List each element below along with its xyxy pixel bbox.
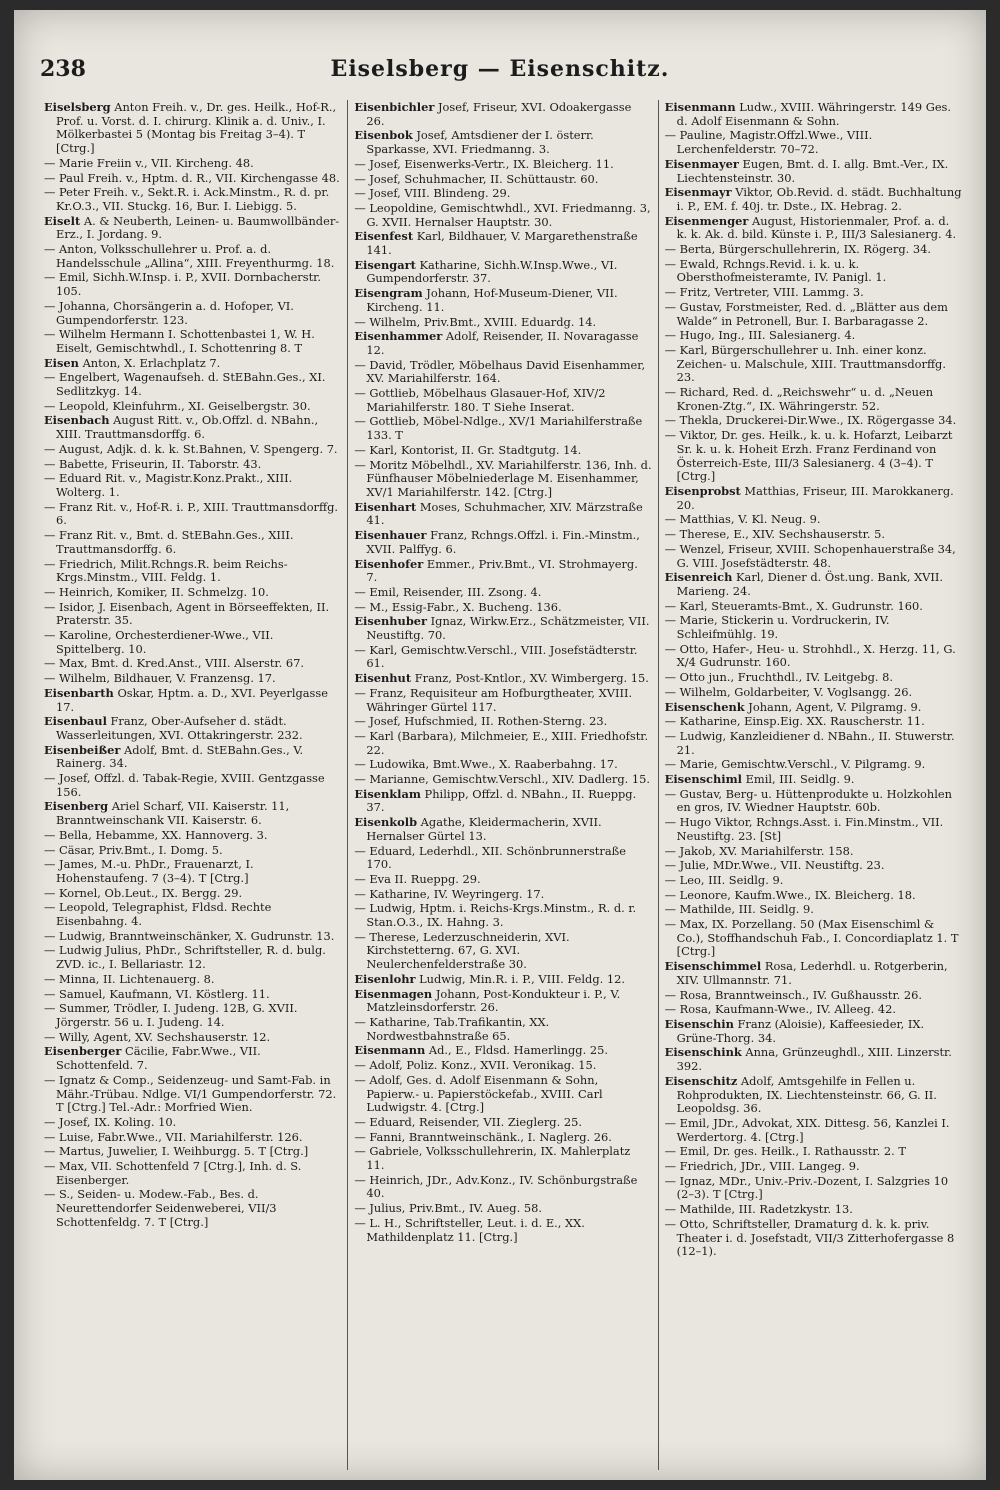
- directory-entry: — Josef, VIII. Blindeng. 29.: [354, 186, 511, 201]
- surname-heading: Eisenmann: [354, 1043, 426, 1058]
- surname-entry: Eisenbeißer Adolf, Bmt. d. StEBahn.Ges., V. Rainerg. 34.: [44, 742, 304, 771]
- surname-entry: Eisenhut Franz, Post-Kntlor., XV. Wimbergerg. 15.: [354, 671, 649, 686]
- surname-entry: Eisenmann Ludw., XVIII. Währingerstr. 149 Ges. d. Adolf Eisenmann & Sohn.: [664, 100, 952, 128]
- surname-entry: Eisengart Katharine, Sichh.W.Insp.Wwe., VI. Gumpendorferstr. 37.: [354, 257, 618, 286]
- directory-entry: — Emil, Reisender, III. Zsong. 4.: [354, 584, 542, 599]
- directory-entry: — Marie, Gemischtw.Verschl., V. Pilgramg. 9.: [664, 757, 926, 772]
- surname-heading: Eiselsberg: [44, 100, 111, 114]
- surname-heading: Eisenhuber: [354, 614, 428, 629]
- directory-entry: — M., Essig-Fabr., X. Bucheng. 136.: [354, 599, 562, 614]
- directory-entry: — Willy, Agent, XV. Sechshauserstr. 12.: [44, 1029, 271, 1044]
- directory-entry: — Emil, Sichh.W.Insp. i. P., XVII. Dornbacherstr. 105.: [44, 270, 321, 299]
- directory-entry: — Katharine, IV. Weyringerg. 17.: [354, 886, 545, 901]
- column-middle: [347, 100, 657, 1470]
- directory-entry: — Rosa, Kaufmann-Wwe., IV. Alleeg. 42.: [664, 1002, 896, 1017]
- directory-entry: — Otto, Hafer-, Heu- u. Strohhdl., X. Herzg. 11, G. X/4 Gudrunstr. 160.: [664, 641, 956, 670]
- directory-entry: — Katharine, Einsp.Eig. XX. Rauscherstr. 11.: [664, 714, 925, 729]
- directory-entry: — Gottlieb, Möbelhaus Glasauer-Hof, XIV/2 Mariahilferstr. 180. T Siehe Inserat.: [354, 386, 606, 414]
- directory-entry: — Ewald, Rchngs.Revid. i. k. u. k. Obersthofmeisteramte, IV. Panigl. 1.: [664, 256, 887, 285]
- directory-entry: — Mathilde, III. Seidlg. 9.: [664, 902, 814, 917]
- surname-entry: Eisenmayr Viktor, Ob.Revid. d. städt. Buchhaltung i. P., EM. f. 40j. tr. Dste., IX. Hebrag. 2.: [664, 185, 962, 213]
- surname-heading: Eisenschink: [664, 1045, 742, 1060]
- directory-entry: — Fritz, Vertreter, VIII. Lammg. 3.: [664, 285, 864, 300]
- directory-entry: — Max, IX. Porzellang. 50 (Max Eisenschiml & Co.), Stoffhandschuh Fab., I. Concordiaplatz 1. T [Ctrg.]: [664, 917, 959, 959]
- surname-heading: Eisenschiml: [664, 772, 742, 787]
- surname-heading: Eisengram: [354, 286, 423, 301]
- directory-entry: — Fanni, Branntweinschänk., I. Naglerg. 26.: [354, 1129, 612, 1144]
- surname-heading: Eisenbaul: [44, 714, 107, 729]
- directory-entry: — David, Trödler, Möbelhaus David Eisenhammer, XV. Mariahilferstr. 164.: [354, 357, 646, 386]
- surname-heading: Eisenbarth: [44, 685, 114, 700]
- surname-heading: Eisenbeißer: [44, 742, 121, 757]
- surname-heading: Eisen: [44, 355, 79, 370]
- surname-entry: Eiselt A. & Neuberth, Leinen- u. Baumwollbänder-Erz., I. Jordang. 9.: [44, 213, 340, 242]
- directory-entry: — Karl, Bürgerschullehrer u. Inh. einer konz. Zeichen- u. Malschule, XIII. Trauttmansdorffg. 23.: [664, 342, 946, 385]
- surname-heading: Eisenmagen: [354, 986, 433, 1001]
- surname-entry: Eisenbichler Josef, Friseur, XVI. Odoakergasse 26.: [354, 100, 632, 128]
- directory-entry: — Gottlieb, Möbel-Ndlge., XV/1 Mariahilferstraße 133. T: [354, 414, 643, 443]
- directory-entry: — Wilhelm, Goldarbeiter, V. Voglsangg. 26.: [664, 684, 913, 699]
- directory-entry: — Eduard, Reisender, VII. Zieglerg. 25.: [354, 1114, 582, 1129]
- surname-entry: Eisenbarth Oskar, Hptm. a. D., XVI. Peyerlgasse 17.: [44, 685, 328, 714]
- directory-entry: — Mathilde, III. Radetzkystr. 13.: [664, 1202, 853, 1217]
- directory-entry: — Leonore, Kaufm.Wwe., IX. Bleicherg. 18.: [664, 887, 916, 902]
- directory-entry: — Julius, Priv.Bmt., IV. Aueg. 58.: [354, 1201, 542, 1216]
- surname-entry: Eisenbach August Ritt. v., Ob.Offzl. d. NBahn., XIII. Trauttmansdorffg. 6.: [44, 413, 319, 442]
- surname-heading: Eisenmayer: [664, 156, 739, 171]
- surname-heading: Eisenschimmel: [664, 959, 762, 974]
- surname-heading: Eisenbok: [354, 128, 413, 143]
- surname-heading: Eisenhofer: [354, 556, 424, 571]
- directory-entry: — Martus, Juwelier, I. Weihburgg. 5. T [Ctrg.]: [44, 1144, 309, 1159]
- surname-entry: Eisenbaul Franz, Ober-Aufseher d. städt. Wasserleitungen, XVI. Ottakringerstr. 232.: [44, 714, 303, 742]
- directory-entry: — Therese, E., XIV. Sechshauserstr. 5.: [664, 527, 885, 542]
- surname-heading: Eisenreich: [664, 570, 733, 585]
- directory-entry: — Luise, Fabr.Wwe., VII. Mariahilferstr. 126.: [44, 1129, 303, 1144]
- surname-entry: Eisenberg Ariel Scharf, VII. Kaiserstr. 11, Branntweinschank VII. Kaiserstr. 6.: [44, 799, 290, 828]
- directory-page: [14, 10, 986, 1480]
- directory-entry: — Emil, Dr. ges. Heilk., I. Rathausstr. 2. T: [664, 1144, 906, 1159]
- directory-entry: — Eva II. Rueppg. 29.: [354, 871, 481, 886]
- directory-entry: — Moritz Möbelhdl., XV. Mariahilferstr. 136, Inh. d. Fünfhauser Möbelniederlage M. Eisenhammer, XV/1 Mariahilferstr. 142. [Ctrg.]: [354, 457, 652, 499]
- directory-entry: — Josef, Offzl. d. Tabak-Regie, XVIII. Gentzgasse 156.: [44, 771, 325, 799]
- directory-entry: — Jakob, XV. Mariahilferstr. 158.: [664, 843, 854, 858]
- surname-heading: Eisenschitz: [664, 1073, 738, 1088]
- directory-entry: — Josef, Schuhmacher, II. Schüttaustr. 60.: [354, 171, 599, 186]
- directory-entry: — Emil, JDr., Advokat, XIX. Dittesg. 56, Kanzlei I. Werdertorg. 4. [Ctrg.]: [664, 1115, 950, 1144]
- surname-entry: Eisenschenk Johann, Agent, V. Pilgramg. 9.: [664, 699, 922, 714]
- directory-entry: — S., Seiden- u. Modew.-Fab., Bes. d. Neurettendorfer Seidenweberei, VII/3 Schottenfeldg. 7. T [Ctrg.]: [44, 1187, 277, 1229]
- surname-heading: Eisenmann: [664, 100, 736, 114]
- surname-heading: Eisenprobst: [664, 483, 741, 498]
- directory-entry: — Karl, Kontorist, II. Gr. Stadtgutg. 14.: [354, 442, 582, 457]
- directory-entry: — Isidor, J. Eisenbach, Agent in Börseeffekten, II. Praterstr. 35.: [44, 599, 330, 628]
- surname-entry: Eisenhart Moses, Schuhmacher, XIV. Märzstraße 41.: [354, 499, 643, 528]
- surname-heading: Eiselt: [44, 213, 81, 228]
- directory-entry: — Rosa, Branntweinsch., IV. Gußhausstr. 26.: [664, 987, 923, 1002]
- directory-entry: — Franz Rit. v., Bmt. d. StEBahn.Ges., XIII. Trauttmansdorffg. 6.: [44, 528, 294, 556]
- directory-entry: — Wilhelm, Priv.Bmt., XVIII. Eduardg. 14.: [354, 314, 597, 329]
- surname-entry: Eisenklam Philipp, Offzl. d. NBahn., II. Rueppg. 37.: [354, 786, 637, 815]
- surname-entry: Eisenmenger August, Historienmaler, Prof. a. d. k. k. Ak. d. bild. Künste i. P., III/3 Salesianerg. 4.: [664, 213, 957, 242]
- surname-heading: Eisenschin: [664, 1017, 734, 1031]
- surname-entry: Eisen Anton, X. Erlachplatz 7.: [44, 355, 221, 370]
- directory-entry: — August, Adjk. d. k. k. St.Bahnen, V. Spengerg. 7.: [44, 441, 338, 456]
- surname-heading: Eisenschenk: [664, 699, 745, 714]
- surname-heading: Eisenberger: [44, 1044, 122, 1059]
- directory-entry: — Friedrich, JDr., VIII. Langeg. 9.: [664, 1159, 860, 1174]
- directory-entry: — Josef, IX. Koling. 10.: [44, 1114, 177, 1129]
- directory-entry: — Cäsar, Priv.Bmt., I. Domg. 5.: [44, 842, 223, 857]
- directory-entry: — Otto, Schriftsteller, Dramaturg d. k. k. priv. Theater i. d. Josefstadt, VII/3 Zitterhofergasse 8 (12–1).: [664, 1216, 955, 1259]
- directory-entry: — Babette, Friseurin, II. Taborstr. 43.: [44, 456, 262, 471]
- surname-entry: Eisenhuber Ignaz, Wirkw.Erz., Schätzmeister, VII. Neustiftg. 70.: [354, 614, 650, 643]
- surname-heading: Eisenfest: [354, 229, 414, 244]
- column-right: [658, 100, 968, 1470]
- directory-entry: — Ludowika, Bmt.Wwe., X. Raaberbahng. 17.: [354, 757, 618, 772]
- surname-heading: Eisengart: [354, 257, 416, 272]
- directory-entry: — Adolf, Ges. d. Adolf Eisenmann & Sohn, Papierw.- u. Papierstöckefab., XVIII. Carl Ludwigstr. 4. [Ctrg.]: [354, 1072, 603, 1115]
- surname-heading: Eisenkolb: [354, 815, 418, 830]
- directory-entry: — Summer, Trödler, I. Judeng. 12B, G. XVII. Jörgerstr. 56 u. I. Judeng. 14.: [44, 1001, 298, 1029]
- surname-entry: Eisenreich Karl, Diener d. Öst.ung. Bank, XVII. Marieng. 24.: [664, 570, 944, 598]
- page-number: 238: [40, 56, 86, 82]
- surname-entry: Eiselsberg Anton Freih. v., Dr. ges. Heilk., Hof-R., Prof. u. Vorst. d. I. chirurg. Klinik a. d. Univ., I. Mölkerbastei 5 (Montag bis Freitag 3–4). T [Ctrg.]: [44, 100, 337, 156]
- surname-heading: Eisenbichler: [354, 100, 435, 114]
- directory-entry: — Wenzel, Friseur, XVIII. Schopenhauerstraße 34, G. VIII. Josefstädterstr. 48.: [664, 541, 956, 570]
- directory-entry: — Hugo, Ing., III. Salesianerg. 4.: [664, 328, 856, 343]
- directory-columns: [38, 100, 968, 1470]
- surname-heading: Eisenhut: [354, 671, 412, 686]
- directory-entry: — Adolf, Poliz. Konz., XVII. Veronikag. 15.: [354, 1058, 597, 1073]
- surname-heading: Eisenhauer: [354, 528, 427, 543]
- directory-entry: — Matthias, V. Kl. Neug. 9.: [664, 512, 821, 527]
- directory-entry: — Marianne, Gemischtw.Verschl., XIV. Dadlerg. 15.: [354, 772, 650, 787]
- surname-entry: Eisenkolb Agathe, Kleidermacherin, XVII. Hernalser Gürtel 13.: [354, 815, 602, 843]
- directory-entry: — Max, Bmt. d. Kred.Anst., VIII. Alserstr. 67.: [44, 656, 304, 671]
- surname-entry: Eisenschin Franz (Aloisie), Kaffeesieder, IX. Grüne-Thorg. 34.: [664, 1017, 925, 1045]
- surname-heading: Eisenlohr: [354, 971, 416, 986]
- page-header: [14, 56, 986, 96]
- directory-entry: — Samuel, Kaufmann, VI. Köstlerg. 11.: [44, 986, 270, 1001]
- directory-entry: — Wilhelm, Bildhauer, V. Franzensg. 17.: [44, 671, 276, 686]
- surname-entry: Eisenschink Anna, Grünzeughdl., XIII. Linzerstr. 392.: [664, 1045, 952, 1074]
- surname-entry: Eisenfest Karl, Bildhauer, V. Margarethenstraße 141.: [354, 229, 638, 258]
- surname-heading: Eisenmayr: [664, 185, 732, 200]
- directory-entry: — Eduard, Lederhdl., XII. Schönbrunnerstraße 170.: [354, 843, 626, 872]
- running-head: Eiselsberg — Eisenschitz.: [330, 56, 670, 82]
- directory-entry: — Anton, Volksschullehrer u. Prof. a. d. Handelsschule „Allina“, XIII. Freyenthurmg. 18.: [44, 242, 335, 270]
- directory-entry: — Johanna, Chorsängerin a. d. Hofoper, VI. Gumpendorferstr. 123.: [44, 298, 294, 327]
- directory-entry: — Ludwig, Kanzleidiener d. NBahn., II. Stuwerstr. 21.: [664, 728, 955, 757]
- directory-entry: — Katharine, Tab.Trafikantin, XX. Nordwestbahnstraße 65.: [354, 1015, 550, 1043]
- directory-entry: — Ignatz & Comp., Seidenzeug- und Samt-Fab. in Mähr.-Trübau. Ndlge. VI/1 Gumpendorferstr. 72. T [Ctrg.] Tel.-Adr.: Morfried Wien.: [44, 1072, 337, 1115]
- directory-entry: — Leopoldine, Gemischtwhdl., XVI. Friedmanng. 3, G. XVII. Hernalser Hauptstr. 30.: [354, 200, 651, 229]
- surname-entry: Eisenhammer Adolf, Reisender, II. Novaragasse 12.: [354, 329, 639, 357]
- directory-entry: — Franz, Requisiteur am Hofburgtheater, XVIII. Währinger Gürtel 117.: [354, 685, 633, 714]
- directory-entry: — Karoline, Orchesterdiener-Wwe., VII. Spittelberg. 10.: [44, 628, 274, 656]
- directory-entry: — L. H., Schriftsteller, Leut. i. d. E., XX. Mathildenplatz 11. [Ctrg.]: [354, 1215, 585, 1244]
- surname-heading: Eisenhammer: [354, 329, 443, 344]
- directory-entry: — Minna, II. Lichtenauerg. 8.: [44, 971, 215, 986]
- directory-entry: — Berta, Bürgerschullehrerin, IX. Rögerg. 34.: [664, 242, 931, 257]
- directory-entry: — Thekla, Druckerei-Dir.Wwe., IX. Rögergasse 34.: [664, 413, 957, 428]
- directory-entry: — Wilhelm Hermann I. Schottenbastei 1, W. H. Eiselt, Gemischtwhdl., I. Schottenring 8. T: [44, 327, 315, 355]
- directory-entry: — Gustav, Berg- u. Hüttenprodukte u. Holzkohlen en gros, IV. Wiedner Hauptstr. 60b.: [664, 786, 952, 815]
- directory-entry: — Bella, Hebamme, XX. Hannoverg. 3.: [44, 827, 268, 842]
- directory-entry: — Richard, Red. d. „Reichswehr“ u. d. „Neuen Kronen-Ztg.“, IX. Währingerstr. 52.: [664, 385, 934, 413]
- directory-entry: — Karl (Barbara), Milchmeier, E., XIII. Friedhofstr. 22.: [354, 728, 649, 757]
- directory-entry: — Hugo Viktor, Rchngs.Asst. i. Fin.Minstm., VII. Neustiftg. 23. [St]: [664, 815, 944, 843]
- surname-heading: Eisenbach: [44, 413, 110, 428]
- surname-entry: Eisenschiml Emil, III. Seidlg. 9.: [664, 772, 855, 787]
- directory-entry: — Gabriele, Volksschullehrerin, IX. Mahlerplatz 11.: [354, 1144, 631, 1173]
- directory-entry: — Josef, Hufschmied, II. Rothen-Sterng. 23.: [354, 714, 608, 729]
- surname-entry: Eisenbok Josef, Amtsdiener der I. österr. Sparkasse, XVI. Friedmanng. 3.: [354, 128, 594, 157]
- directory-entry: — Paul Freih. v., Hptm. d. R., VII. Kirchengasse 48.: [44, 170, 340, 185]
- directory-entry: — Eduard Rit. v., Magistr.Konz.Prakt., XIII. Wolterg. 1.: [44, 471, 293, 499]
- directory-entry: — Leopold, Telegraphist, Fldsd. Rechte Eisenbahng. 4.: [44, 900, 272, 929]
- directory-entry: — Otto jun., Fruchthdl., IV. Leitgebg. 8.: [664, 670, 894, 685]
- directory-entry: — Peter Freih. v., Sekt.R. i. Ack.Minstm., R. d. pr. Kr.O.3., VII. Stuckg. 16, Bur. I. Liebigg. 5.: [44, 185, 330, 213]
- directory-entry: — Franz Rit. v., Hof-R. i. P., XIII. Trauttmansdorffg. 6.: [44, 499, 339, 528]
- surname-entry: Eisengram Johann, Hof-Museum-Diener, VII. Kircheng. 11.: [354, 286, 618, 314]
- directory-entry: — Marie Freiin v., VII. Kircheng. 48.: [44, 155, 254, 170]
- directory-entry: — James, M.-u. PhDr., Frauenarzt, I. Hohenstaufeng. 7 (3–4). T [Ctrg.]: [44, 857, 254, 885]
- surname-entry: Eisenberger Cäcilie, Fabr.Wwe., VII. Schottenfeld. 7.: [44, 1044, 261, 1073]
- surname-heading: Eisenmenger: [664, 213, 749, 228]
- surname-heading: Eisenberg: [44, 799, 109, 814]
- surname-entry: Eisenmann Ad., E., Fldsd. Hamerlingg. 25.: [354, 1043, 608, 1058]
- directory-entry: — Marie, Stickerin u. Vordruckerin, IV. Schleifmühlg. 19.: [664, 613, 890, 642]
- directory-entry: — Therese, Lederzuschneiderin, XVI. Kirchstetterng. 67, G. XVI. Neulerchenfelderstraße 30.: [354, 929, 570, 972]
- surname-entry: Eisenschimmel Rosa, Lederhdl. u. Rotgerberin, XIV. Ullmannstr. 71.: [664, 959, 948, 987]
- surname-entry: Eisenlohr Ludwig, Min.R. i. P., VIII. Feldg. 12.: [354, 971, 625, 986]
- directory-entry: — Leo, III. Seidlg. 9.: [664, 872, 784, 887]
- directory-entry: — Ignaz, MDr., Univ.-Priv.-Dozent, I. Salzgries 10 (2–3). T [Ctrg.]: [664, 1173, 949, 1202]
- directory-entry: — Heinrich, Komiker, II. Schmelzg. 10.: [44, 584, 269, 599]
- directory-entry: — Ludwig, Hptm. i. Reichs-Krgs.Minstm., R. d. r. Stan.O.3., IX. Hahng. 3.: [354, 901, 637, 930]
- surname-entry: Eisenmayer Eugen, Bmt. d. I. allg. Bmt.-Ver., IX. Liechtensteinstr. 30.: [664, 156, 949, 185]
- directory-entry: — Ludwig, Branntweinschänker, X. Gudrunstr. 13.: [44, 928, 335, 943]
- directory-entry: — Leopold, Kleinfuhrm., XI. Geiselbergstr. 30.: [44, 398, 311, 413]
- surname-entry: Eisenmagen Johann, Post-Kondukteur i. P., V. Matzleinsdorferstr. 26.: [354, 986, 621, 1015]
- directory-entry: — Viktor, Dr. ges. Heilk., k. u. k. Hofarzt, Leibarzt Sr. k. u. k. Hoheit Erzh. Franz Ferdinand von Österreich-Este, III/3 Salesianerg. 4 (3–4). T [Ctrg.]: [664, 428, 953, 484]
- directory-entry: — Kornel, Ob.Leut., IX. Bergg. 29.: [44, 885, 243, 900]
- surname-heading: Eisenhart: [354, 499, 417, 514]
- surname-entry: Eisenhauer Franz, Rchngs.Offzl. i. Fin.-Minstm., XVII. Palffyg. 6.: [354, 528, 640, 556]
- directory-entry: — Engelbert, Wagenaufseh. d. StEBahn.Ges., XI. Sedlitzkyg. 14.: [44, 370, 326, 399]
- surname-entry: Eisenschitz Adolf, Amtsgehilfe in Fellen u. Rohprodukten, IX. Liechtensteinstr. 66, G. II. Leopoldsg. 36.: [664, 1073, 937, 1116]
- directory-entry: — Max, VII. Schottenfeld 7 [Ctrg.], Inh. d. S. Eisenberger.: [44, 1159, 302, 1187]
- directory-entry: — Pauline, Magistr.Offzl.Wwe., VIII. Lerchenfelderstr. 70–72.: [664, 128, 873, 157]
- surname-entry: Eisenprobst Matthias, Friseur, III. Marokkanerg. 20.: [664, 483, 954, 512]
- surname-entry: Eisenhofer Emmer., Priv.Bmt., VI. Strohmayerg. 7.: [354, 556, 638, 585]
- directory-entry: — Karl, Gemischtw.Verschl., VIII. Josefstädterstr. 61.: [354, 642, 638, 671]
- column-left: [38, 100, 347, 1470]
- surname-heading: Eisenklam: [354, 786, 421, 801]
- directory-entry: — Heinrich, JDr., Adv.Konz., IV. Schönburgstraße 40.: [354, 1172, 638, 1201]
- directory-entry: — Friedrich, Milit.Rchngs.R. beim Reichs-Krgs.Minstm., VIII. Feldg. 1.: [44, 556, 288, 585]
- directory-entry: — Karl, Steueramts-Bmt., X. Gudrunstr. 160.: [664, 598, 923, 613]
- directory-entry: — Gustav, Forstmeister, Red. d. „Blätter aus dem Walde“ in Petronell, Bur. I. Barbaragasse 2.: [664, 299, 948, 328]
- directory-entry: — Julie, MDr.Wwe., VII. Neustiftg. 23.: [664, 858, 885, 873]
- directory-entry: — Josef, Eisenwerks-Vertr., IX. Bleicherg. 11.: [354, 156, 614, 171]
- directory-entry: — Ludwig Julius, PhDr., Schriftsteller, R. d. bulg. ZVD. ic., I. Bellariastr. 12.: [44, 943, 326, 972]
